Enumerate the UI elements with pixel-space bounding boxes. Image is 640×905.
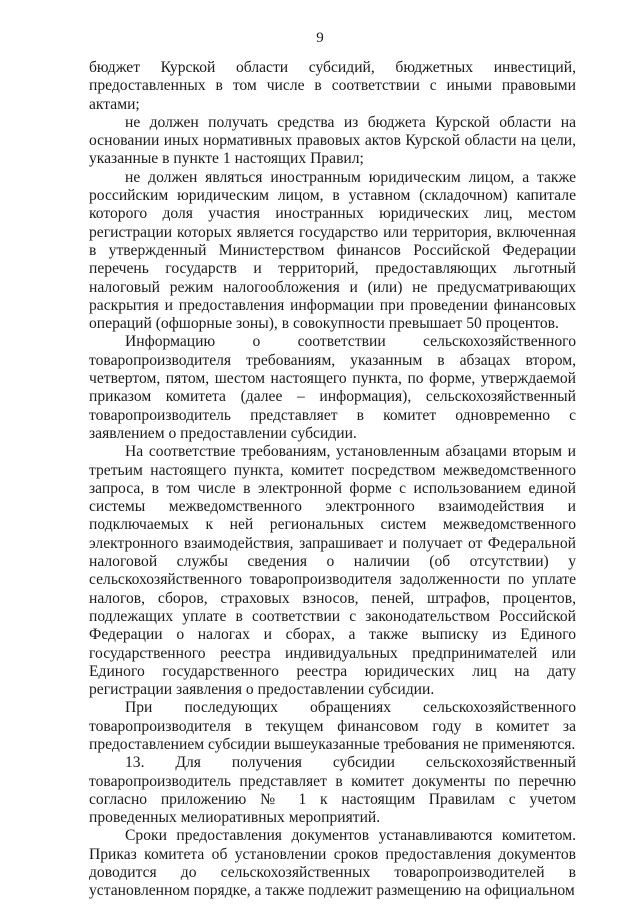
page-number: 9 bbox=[316, 30, 324, 46]
document-body bbox=[89, 59, 576, 901]
paragraph: При последующих обращениях сельскохозяйственного товаропроизводителя в текущем финансовом году в комитет за предоставлением субсидии вышеуказанные требования не применяются. bbox=[89, 699, 576, 753]
paragraph: Сроки предоставления документов устанавливаются комитетом. Приказ комитета об установлении сроков предоставления документов доводится до сельскохозяйственных товаропроизводителей в установленном порядке, а также подлежит размещению на официальном bbox=[89, 827, 576, 900]
paragraph: не должен являться иностранным юридическим лицом, а также российским юридическим лицом, в уставном (складочном) капитале которого доля участия иностранных юридических лиц, местом регистрации которых является государство или территория, включенная в утвержденный Министерством финансов Российской Федерации перечень государств и территорий, предоставляющих льготный налоговый режим налогообложения и (или) не предусматривающих раскрытия и предоставления информации при проведении финансовых операций (офшорные зоны), в совокупности превышает 50 процентов. bbox=[89, 168, 576, 333]
paragraph: На соответствие требованиям, установленным абзацами вторым и третьим настоящего пункта, комитет посредством межведомственного запроса, в том числе в электронной форме с использованием единой системы межведомственного электронного взаимодействия и подключаемых к ней региональных систем межведомственного электронного взаимодействия, запрашивает и получает от Федеральной налоговой службы сведения о наличии (об отсутствии) у сельскохозяйственного товаропроизводителя задолженности по уплате налогов, сборов, страховых взносов, пеней, штрафов, процентов, подлежащих уплате в соответствии с законодательством Российской Федерации о налогах и сборах, а также выписку из Единого государственного реестра индивидуальных предпринимателей или Единого государственного реестра юридических лиц на дату регистрации заявления о предоставлении субсидии. bbox=[89, 443, 576, 699]
paragraph: не должен получать средства из бюджета Курской области на основании иных нормативных правовых актов Курской области на цели, указанные в пункте 1 настоящих Правил; bbox=[89, 113, 576, 168]
paragraph-section-13: 13. Для получения субсидии сельскохозяйственный товаропроизводитель представляет в комитет документы по перечню согласно приложению № 1 к настоящим Правилам с учетом проведенных мелиоративных мероприятий. bbox=[89, 754, 576, 827]
paragraph: Информацию о соответствии сельскохозяйственного товаропроизводителя требованиям, указанным в абзацах втором, четвертом, пятом, шестом настоящего пункта, по форме, утверждаемой приказом комитета (далее – информация), сельскохозяйственный товаропроизводитель представляет в комитет одновременно с заявлением о предоставлении субсидии. bbox=[89, 333, 576, 442]
paragraph-continued: бюджет Курской области субсидий, бюджетных инвестиций, предоставленных в том числе в соответствии с иными правовыми актами; bbox=[89, 59, 576, 113]
